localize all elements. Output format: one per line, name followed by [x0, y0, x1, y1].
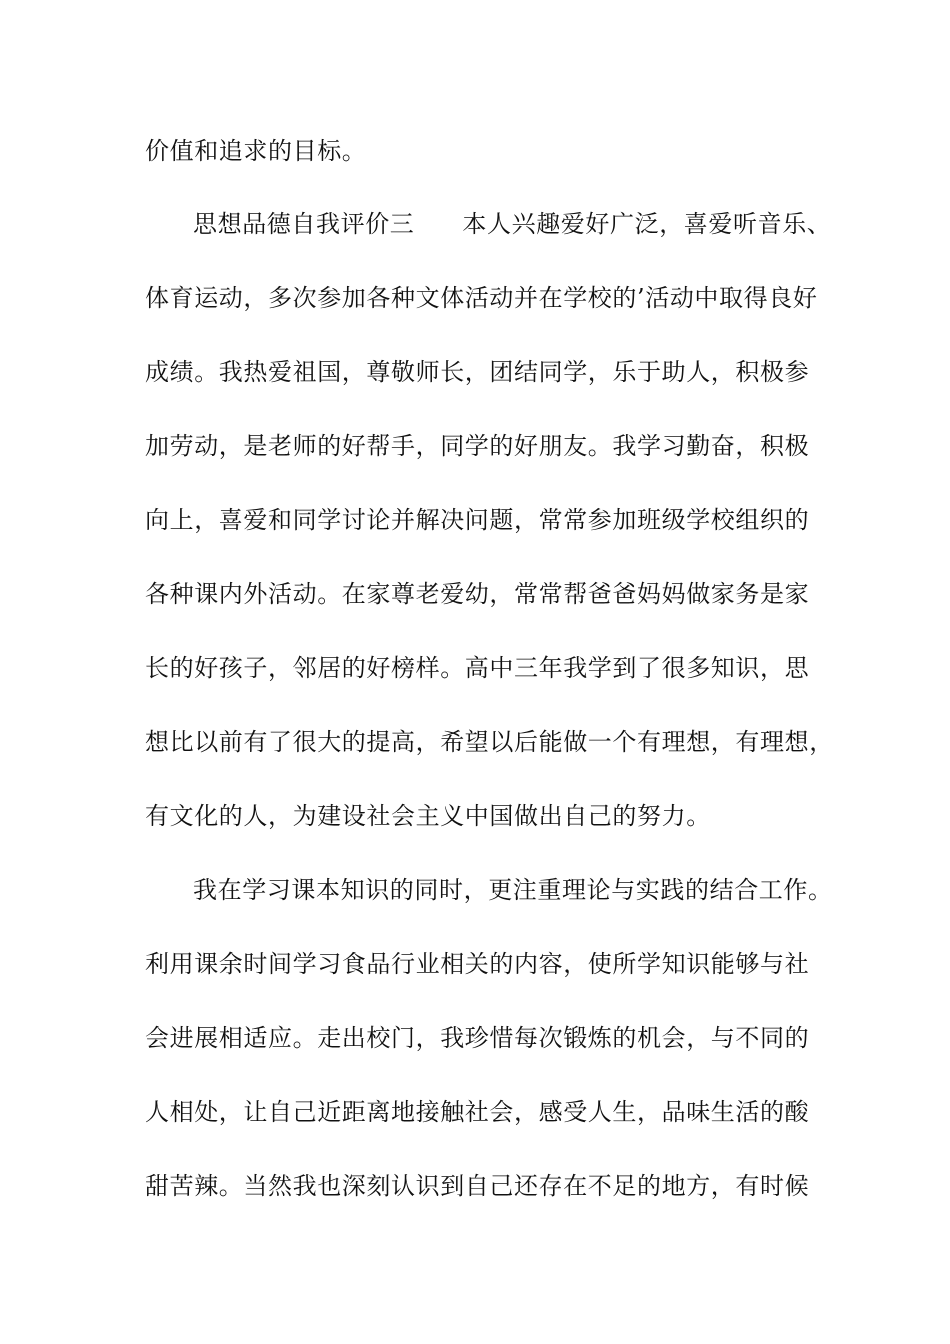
text-line: 成绩。我热爱祖国，尊敬师长，团结同学，乐于助人，积极参: [145, 358, 810, 386]
text-line: 会进展相适应。走出校门，我珍惜每次锻炼的机会，与不同的: [145, 1024, 810, 1052]
text-line: 加劳动，是老师的好帮手，同学的好朋友。我学习勤奋，积极: [145, 432, 810, 460]
text-line: 有文化的人，为建设社会主义中国做出自己的努力。: [145, 802, 711, 830]
text-line: 各种课内外活动。在家尊老爱幼，常常帮爸爸妈妈做家务是家: [145, 580, 810, 608]
text-line: 长的好孩子，邻居的好榜样。高中三年我学到了很多知识，思: [145, 654, 810, 682]
text-line: 甜苦辣。当然我也深刻认识到自己还存在不足的地方，有时候: [145, 1172, 810, 1200]
text-line: 价值和追求的目标。: [145, 137, 367, 165]
text-line: 利用课余时间学习食品行业相关的内容，使所学知识能够与社: [145, 950, 810, 978]
text-line: 想比以前有了很大的提高，希望以后能做一个有理想，有理想，: [145, 728, 834, 756]
text-line: 向上，喜爱和同学讨论并解决问题，常常参加班级学校组织的: [145, 506, 810, 534]
text-line: 本人兴趣爱好广泛，喜爱听音乐、: [462, 210, 832, 238]
text-line: 我在学习课本知识的同时，更注重理论与实践的结合工作。: [193, 876, 833, 904]
text-line: 人相处，让自己近距离地接触社会，感受人生，品味生活的酸: [145, 1098, 810, 1126]
section-heading: 思想品德自我评价三: [193, 210, 415, 238]
text-line: 体育运动，多次参加各种文体活动并在学校的’活动中取得良好: [145, 284, 818, 312]
paragraph-heading-line: [193, 204, 835, 244]
